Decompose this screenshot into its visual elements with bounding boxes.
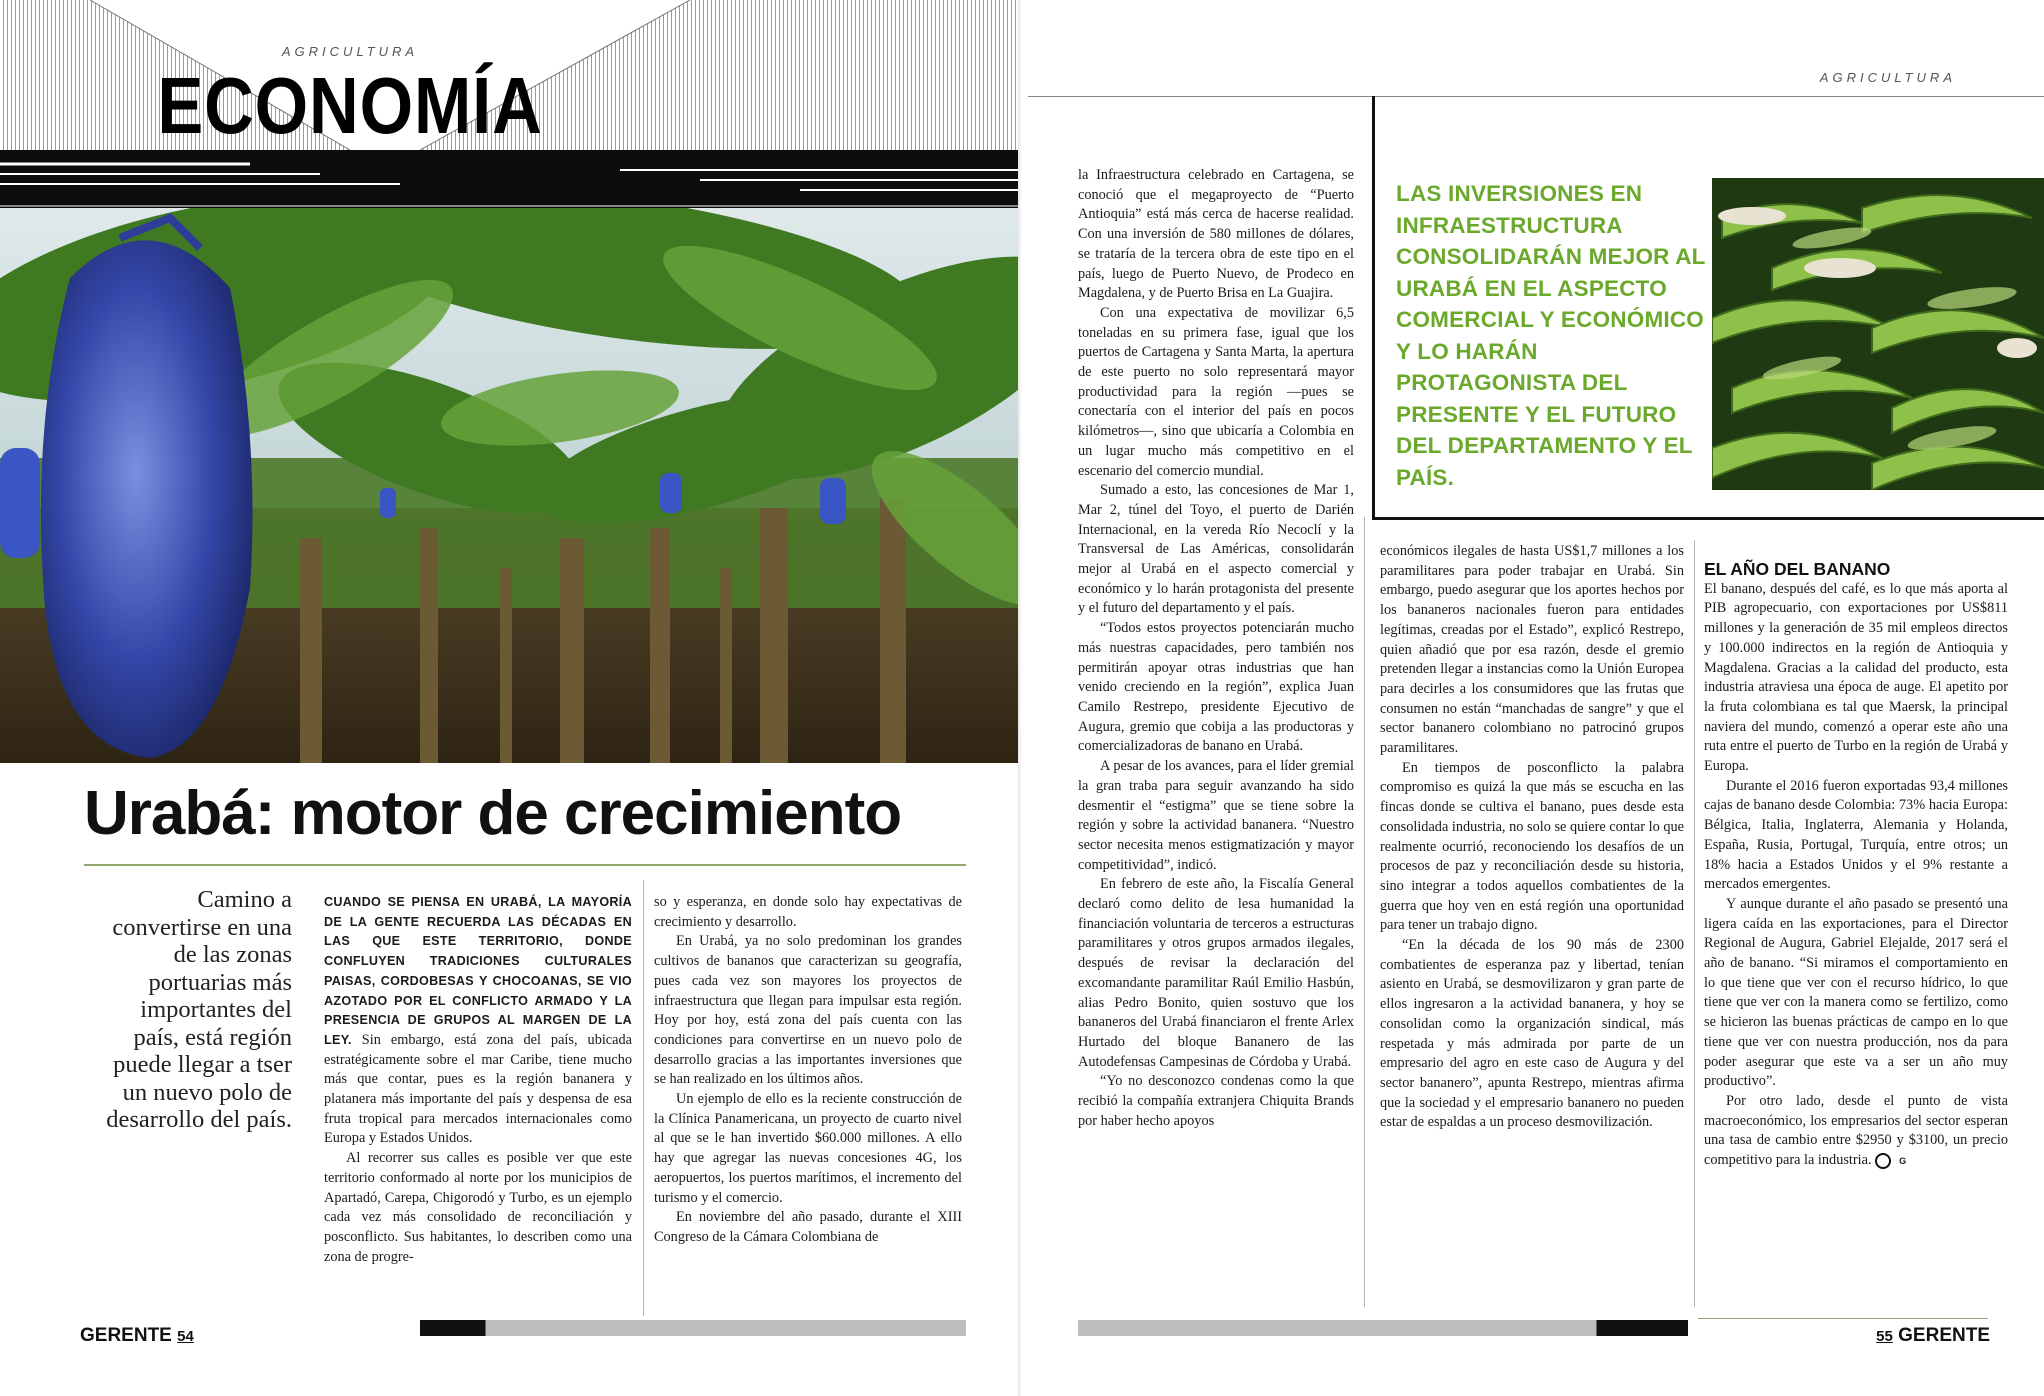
pull-quote: LAS INVERSIONES EN INFRAESTRUCTURA CONSOLIDARÁN MEJOR AL URABÁ EN EL ASPECTO COMERCIAL Y ECONÓMICO Y LO HARÁN PROTAGONISTA DEL PRESENTE Y EL FUTURO DEL DEPARTAMENTO Y EL PAÍS. xyxy=(1396,181,1706,490)
left-column-1 xyxy=(324,893,632,1267)
paragraph: En Urabá, ya no solo predominan los grandes cultivos de bananos que caracterizan su geografía, pues cada vez son mayores los proyectos de infraestructura que llegan para impulsar esta región. Hoy por hoy, está zona del país cuenta con las condiciones para convertirse en un nuevo polo de desarrollo gracias a las importantes inversiones que se han realizado en los últimos años. xyxy=(654,933,962,1088)
article-deck: Camino a convertirse en una de las zonas portuarias más importantes del país, está región puede llegar a tser un nuevo polo de desarrollo del país. xyxy=(106,886,292,1133)
section-title: ECONOMÍA xyxy=(157,61,543,150)
paragraph: “Todos estos proyectos potenciarán mucho más nuestras capacidades, pero también nos permitirán apoyar otras industrias que han venido creciendo en la región”, explica Juan Camilo Restrepo, presidente Ejecutivo de Augura, gremio que cobija a las productoras y comercializadoras de banano en Urabá. xyxy=(1078,620,1354,755)
paragraph: so y esperanza, en donde solo hay expectativas de crecimiento y desarrollo. xyxy=(654,894,962,930)
article-headline: Urabá: motor de crecimiento xyxy=(84,779,902,848)
banana-plantation-photo xyxy=(0,208,1022,763)
lead-paragraph-caps: CUANDO SE PIENSA EN URABÁ, LA MAYORÍA DE LA GENTE RECUERDA LAS DÉCADAS EN LAS QUE ESTE TERRITORIO, DONDE CONFLUYEN TRADICIONES CULTURALES PAISAS, CORDOBESAS Y CHOCOANAS, SE VIO AZOTADO POR EL CONFLICTO ARMADO Y LA PRESENCIA DE GRUPOS AL MARGEN DE LA LEY. xyxy=(324,895,632,1047)
right-column-1 xyxy=(1078,166,1354,1131)
subsection-title: EL AÑO DEL BANANO xyxy=(1704,559,1891,579)
footer-bar xyxy=(420,1320,966,1336)
left-column-2 xyxy=(654,893,962,1248)
header-black-band xyxy=(0,150,1022,210)
paragraph: Un ejemplo de ello es la reciente construcción de la Clínica Panamericana, un proyecto de cuarto nivel al que se le han invertido $60.000 millones. A ello hay que agregar las nuevas concesiones 4G, los aeropuertos, los puertos marítimos, el incremento del turismo y el comercio. xyxy=(654,1091,962,1206)
column-divider xyxy=(643,880,644,1316)
gerente-end-mark-icon: G xyxy=(1875,1153,1891,1169)
paragraph: En febrero de este año, la Fiscalía General declaró como delito de lesa humanidad la financiación voluntaria de terceros a estructuras paramilitares y otros grupos armados ilegales, después de revisar la declaración del excomandante paramilitar Raúl Emilio Hasbún, alias Pedro Bonito, quien sostuvo que los bananeros del Urabá financiaron el frente Arlex Hurtado del bloque Bananero de las Autodefensas Campesinas de Córdoba y Urabá. xyxy=(1078,876,1354,1070)
green-bananas-photo xyxy=(1712,178,2044,490)
footer-bar xyxy=(1078,1320,1688,1336)
paragraph: Por otro lado, desde el punto de vista macroeconómico, los empresarios del sector esperan una tasa de cambio entre $2950 y $3100, un precio competitivo para la industria. xyxy=(1704,1092,2008,1169)
right-column-2 xyxy=(1380,542,1684,1133)
section-kicker: AGRICULTURA xyxy=(1819,70,1956,85)
paragraph: económicos ilegales de hasta US$1,7 millones a los paramilitares para poder trabajar en Urabá. Sin embargo, puedo asegurar que los aportes hechos por los bananeros nacionales fueron para entidades legítimas, creadas por el Estado”, explicó Restrepo, quien añadió que por esa razón, desde el gremio pretenden llegar a instancias como la Unión Europea para decirles a los consumidores que las frutas que consumen no están “manchadas de sangre” y que el sector bananero colombiano no patrocinó grupos paramilitares. xyxy=(1380,543,1684,757)
section-kicker: AGRICULTURA xyxy=(281,44,419,59)
page-folio xyxy=(80,1325,194,1347)
paragraph: Al recorrer sus calles es posible ver que este territorio conformado al norte por los municipios de Apartadó, Carepa, Chigorodó y Turbo, es un ejemplo cada vez más consolidado de reconciliación y posconflicto. Sus habitantes, lo describen como una zona de progre- xyxy=(324,1150,632,1265)
paragraph: A pesar de los avances, para el líder gremial la gran traba para seguir avanzando ha sido desmentir el “estigma” que se tiene sobre la región y sobre la actividad bananera. “Nuestro sector necesita menos estigmatización y mayor competitividad”, indicó. xyxy=(1078,758,1354,873)
paragraph: Con una expectativa de movilizar 6,5 toneladas en su primera fase, igual que los puertos de Cartagena y Santa Marta, la apertura de este puerto no solo representará mayor productividad para la región —pues se conectaría con el interior del país en pocos kilómetros—, sino que ubicaría a Colombia en un lugar mucho más competitivo en el escenario del comercio mundial. xyxy=(1078,304,1354,479)
headline-rule xyxy=(84,864,966,866)
column-divider xyxy=(1364,517,1365,1307)
paragraph: En noviembre del año pasado, durante el XIII Congreso de la Cámara Colombiana de xyxy=(654,1209,962,1245)
paragraph: Y aunque durante el año pasado se presentó una ligera caída en las exportaciones, para el Director Regional de Augura, Gabriel Elejalde, 2017 será el año de banano. “Si miramos el comportamiento en lo que tiene que ver con el recurso hídrico, lo que tiene que ver con la manera como se fertilizo, como se hicieron las buenas prácticas de campo en lo que tiene que ver con nuestra producción, nos da para poder asegurar que este va a ser un año muy productivo”. xyxy=(1704,895,2008,1090)
folio-brand: GERENTE xyxy=(1898,1325,1990,1346)
footer-rule xyxy=(1698,1318,1988,1319)
right-page xyxy=(1022,0,2044,1396)
lead-paragraph-rest: Sin embargo, está zona del país, ubicada estratégicamente sobre el mar Caribe, tiene mucho más que contar, pues es la región bananera y platanera más importante del país y despensa de esa fruta tropical para mercados internacionales como Europa y Estados Unidos. xyxy=(324,1031,632,1147)
folio-page-number: 54 xyxy=(177,1328,194,1345)
folio-page-number: 55 xyxy=(1876,1328,1893,1345)
paragraph: “En la década de los 90 más de 2300 combatientes de esperanza paz y libertad, tenían asiento en Urabá, se desmovilizaron y gran parte de ellos ingresaron a la actividad bananera, y hoy se consolidan como la organización sindical, más respetada y más admirada por parte de un empresario del agro en este caso de Augura y del sector bananero”, apunta Restrepo, mientras afirma que la sociedad y el empresario bananero no pueden estar de espaldas a un proceso desmovilización. xyxy=(1380,937,1684,1131)
paragraph: El banano, después del café, es lo que más aporta al PIB agropecuario, con exportaciones por US$811 millones y la generación de 35 mil empleos directos y 100.000 indirectos en la región de Antioquia y Magdalena. Gracias a la calidad del producto, esta industria atraviesa una época de auge. El apetito por la fruta colombiana es tal que Maersk, la principal naviera del mundo, comenzó a operar este año una ruta entre el puerto de Turbo en la región de Urabá y Europa. xyxy=(1704,580,2008,775)
paragraph: Durante el 2016 fueron exportadas 93,4 millones cajas de banano desde Colombia: 73% hacia Europa: Bélgica, Italia, Inglaterra, Alemania y Holanda, España, Rusia, Portugal, Turquía, entre otros; un 18% hacia a Estados Unidos y el 9% restante a mercados emergentes. xyxy=(1704,777,2008,893)
page-folio xyxy=(1876,1325,1990,1347)
paragraph: Sumado a esto, las concesiones de Mar 1, Mar 2, túnel del Toyo, el puerto de Darién Internacional, en la vereda Río Necoclí y la Transversal de Las Américas, consolidarán mejor al Urabá en el aspecto comercial y económico y lo harán protagonista del presente y el futuro del departamento y el país. xyxy=(1078,482,1354,617)
folio-brand: GERENTE xyxy=(80,1325,172,1346)
paragraph: “Yo no desconozco condenas como la que recibió la compañía extranjera Chiquita Brands por haber hecho apoyos xyxy=(1078,1073,1354,1129)
paragraph: la Infraestructura celebrado en Cartagena, se conoció que el megaproyecto de “Puerto Antioquia” está más cerca de hacerse realidad. Con una inversión de 580 millones de dólares, se trataría de la tercera obra de este tipo en el país, luego de Puerto Nuevo, de Prodeco en Magdalena, y de Puerto Brisa en La Guajira. xyxy=(1078,167,1354,302)
paragraph: En tiempos de posconflicto la palabra compromiso es quizá la que más se escucha en las fincas donde se cultiva el banano, pues desde esta consolidada industria, no solo se quiere contar lo que realmente ocurrió, reconociendo los desafíos de un procesos de paz y reconciliación desde su historia, sino integrar a todos aquellos combatientes de la guerra que hoy ven en está región una oportunidad para tener un trabajo digno. xyxy=(1380,759,1684,934)
right-column-3 xyxy=(1684,560,2008,1171)
